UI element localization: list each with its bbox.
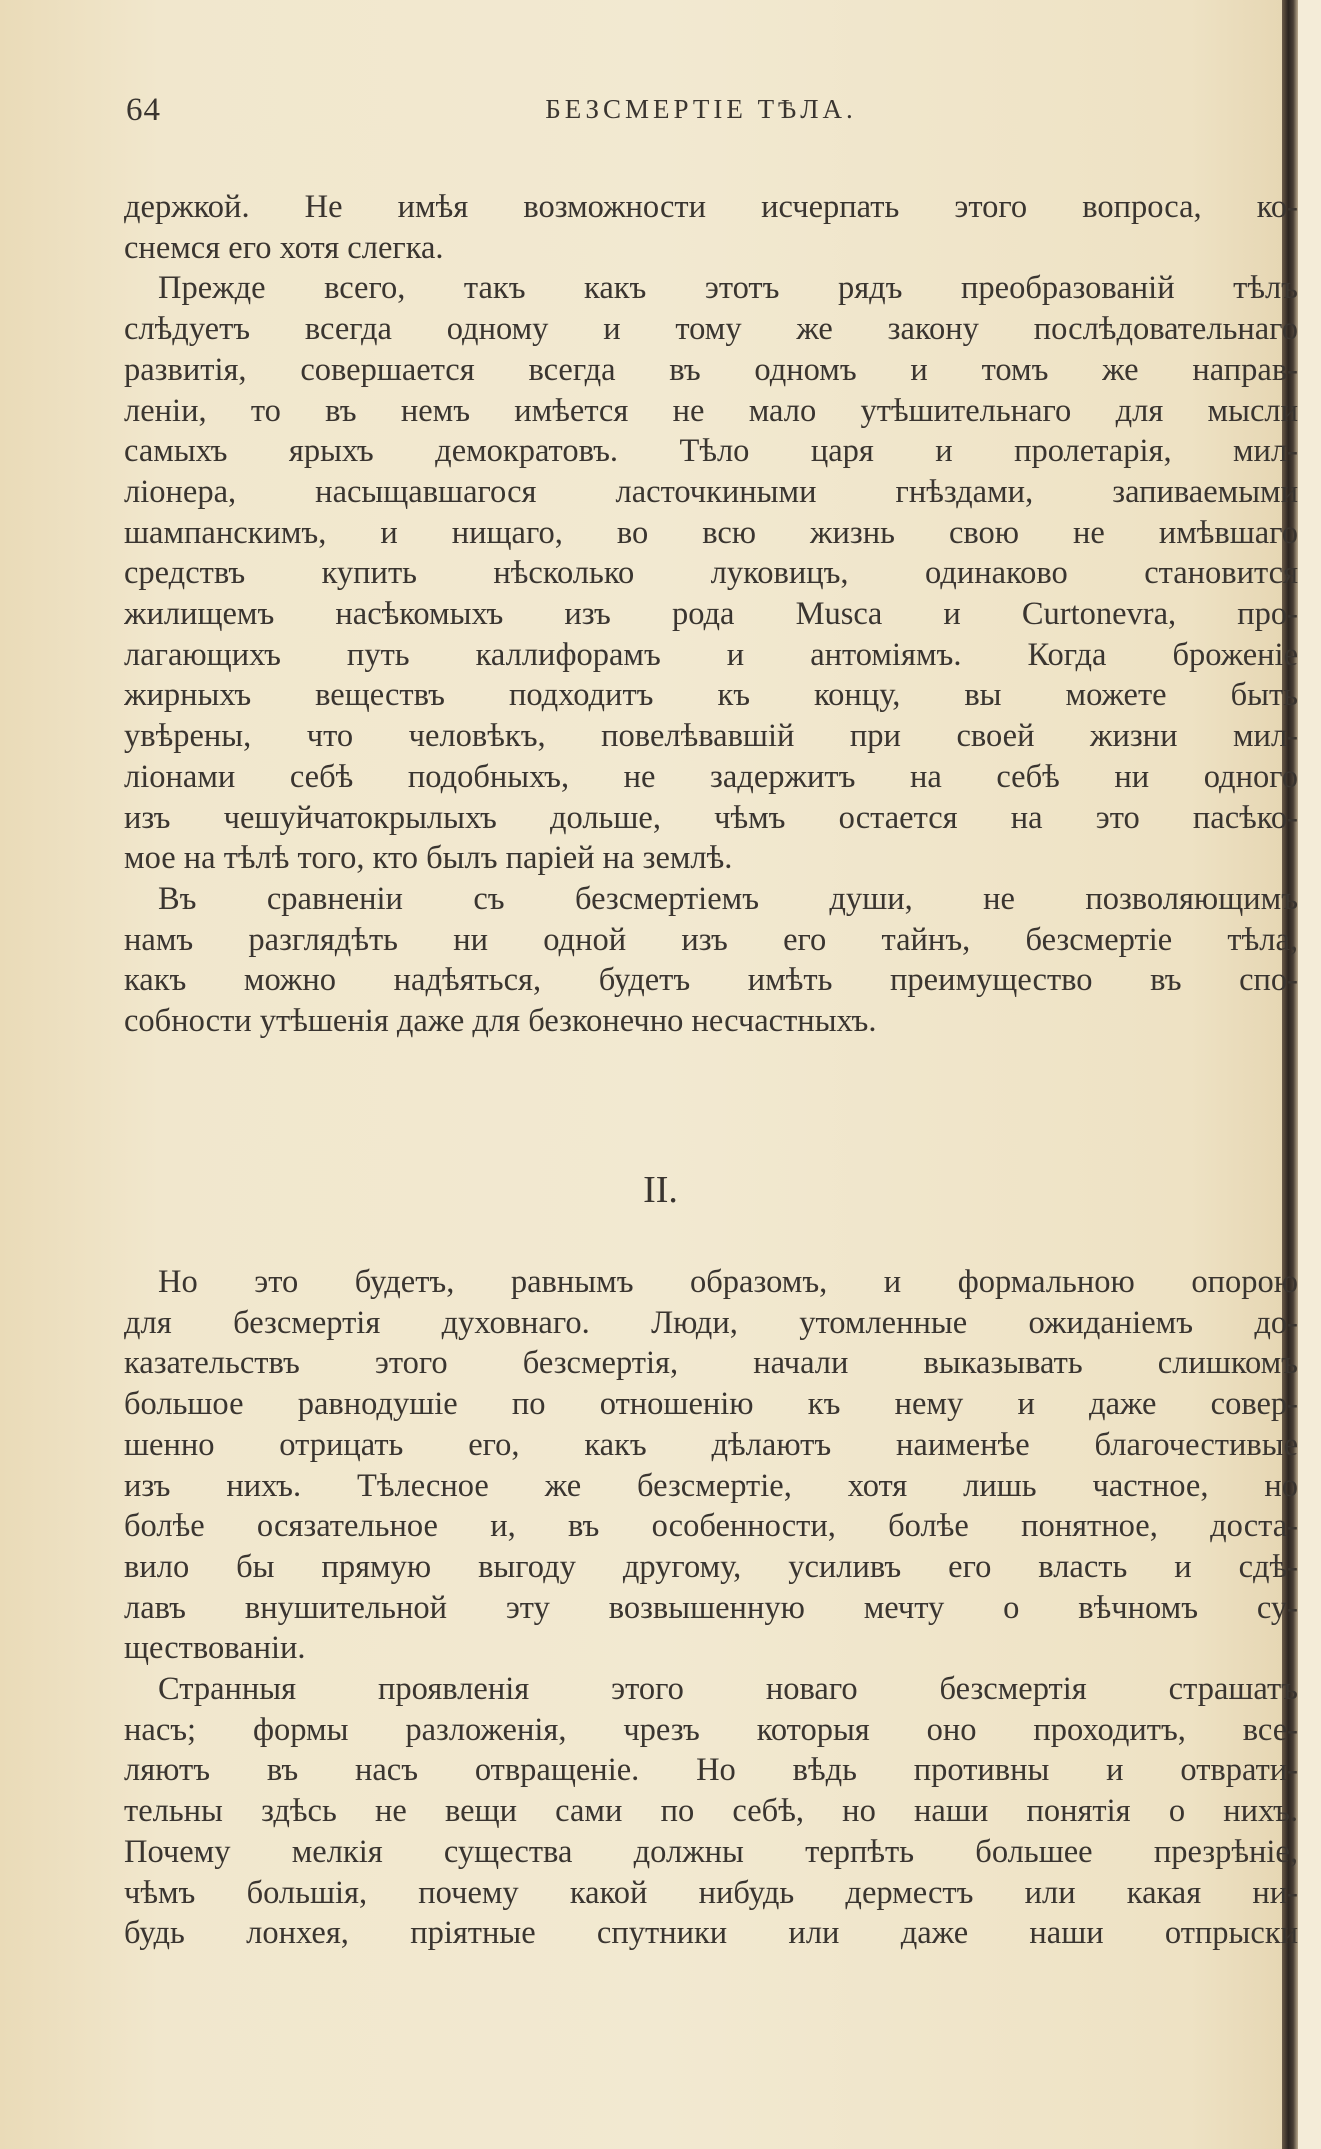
- text-line: ществованiи.: [124, 1630, 306, 1667]
- page-margin-strip: [1298, 0, 1321, 2149]
- text-line: вило бы прямую выгоду другому, усиливъ его власть и сдѣ-: [124, 1548, 1298, 1585]
- text-line: чѣмъ большiя, почему какой нибудь дерместъ или какая ни-: [124, 1874, 1298, 1911]
- section-heading: II.: [643, 1169, 678, 1211]
- text-line: лiонера, насыщавшагося ласточкиными гнѣздами, запиваемыми: [124, 473, 1298, 510]
- text-line: ленiи, то въ немъ имѣется не мало утѣшительнаго для мысли: [124, 392, 1298, 429]
- text-line: намъ разглядѣть ни одной изъ его тайнъ, безсмертiе тѣла,: [124, 921, 1298, 958]
- text-line: средствъ купить нѣсколько луковицъ, одинаково становится: [124, 555, 1298, 592]
- page-header: [126, 92, 1276, 136]
- text-line: лавъ внушительной эту возвышенную мечту о вѣчномъ су-: [124, 1589, 1298, 1626]
- text-line: насъ; формы разложенiя, чрезъ которыя оно проходитъ, все-: [124, 1711, 1298, 1748]
- text-line: жирныхъ веществъ подходитъ къ концу, вы можете быть: [124, 677, 1298, 714]
- text-line: развитiя, совершается всегда въ одномъ и томъ же направ-: [124, 351, 1298, 388]
- text-line: изъ нихъ. Тѣлесное же безсмертiе, хотя лишь частное, но: [124, 1467, 1298, 1504]
- text-line: слѣдуетъ всегда одному и тому же закону послѣдовательнаго: [124, 311, 1298, 348]
- running-title: БЕЗСМЕРТIЕ ТѢЛА.: [545, 94, 857, 124]
- text-line: снемся его хотя слегка.: [124, 229, 444, 266]
- text-line: будь лонхея, прiятные спутники или даже наши отпрыски: [124, 1915, 1298, 1952]
- text-line: лагающихъ путь каллифорамъ и антомiямъ. Когда броженiе: [124, 636, 1298, 673]
- text-line: болѣе осязательное и, въ особенности, болѣе понятное, доста-: [124, 1508, 1298, 1545]
- text-line: для безсмертiя духовнаго. Люди, утомленные ожиданiемъ до-: [124, 1304, 1298, 1341]
- text-line: Странныя проявленiя этого новаго безсмертiя страшатъ: [158, 1671, 1298, 1708]
- text-line: шенно отрицать его, какъ дѣлаютъ наименѣе благочестивые: [124, 1426, 1298, 1463]
- text-line: казательствъ этого безсмертiя, начали выказывать слишкомъ: [124, 1345, 1298, 1382]
- text-line: Почему мелкiя существа должны терпѣть большее презрѣнiе,: [124, 1833, 1298, 1870]
- text-line: шампанскимъ, и нищаго, во всю жизнь свою не имѣвшаго: [124, 514, 1298, 551]
- text-line: Но это будетъ, равнымъ образомъ, и формальною опорою: [158, 1264, 1298, 1300]
- page-number: 64: [126, 92, 161, 128]
- text-line: увѣрены, что человѣкъ, повелѣвавшiй при своей жизни мил-: [124, 718, 1298, 755]
- text-line: держкой. Не имѣя возможности исчерпать этого вопроса, ко-: [124, 189, 1298, 225]
- text-line: Въ сравненiи съ безсмертiемъ души, не позволяющимъ: [158, 880, 1298, 917]
- text-line: большое равнодушiе по отношенiю къ нему и даже совер-: [124, 1386, 1298, 1423]
- section-2-text: [124, 1262, 1298, 1954]
- text-line: мое на тѣлѣ того, кто былъ парiей на землѣ.: [124, 840, 733, 877]
- text-line: изъ чешуйчатокрылыхъ дольше, чѣмъ остается на это пасѣко-: [124, 799, 1298, 836]
- text-line: ляютъ въ насъ отвращенiе. Но вѣдь противны и отврати-: [124, 1752, 1298, 1789]
- text-line: тельны здѣсь не вещи сами по себѣ, но наши понятiя о нихъ.: [124, 1793, 1298, 1830]
- section-1-text: [124, 187, 1298, 1042]
- text-line: собности утѣшенiя даже для безконечно несчастныхъ.: [124, 1003, 877, 1040]
- text-line: какъ можно надѣяться, будетъ имѣть преимущество въ спо-: [124, 962, 1298, 999]
- text-line: жилищемъ насѣкомыхъ изъ рода Musca и Curtonevra, про-: [124, 596, 1298, 633]
- text-line: самыхъ ярыхъ демократовъ. Тѣло царя и пролетарiя, мил-: [124, 433, 1298, 470]
- text-line: лiонами себѣ подобныхъ, не задержитъ на себѣ ни одного: [124, 758, 1298, 795]
- text-line: Прежде всего, такъ какъ этотъ рядъ преобразованiй тѣлъ: [158, 270, 1298, 307]
